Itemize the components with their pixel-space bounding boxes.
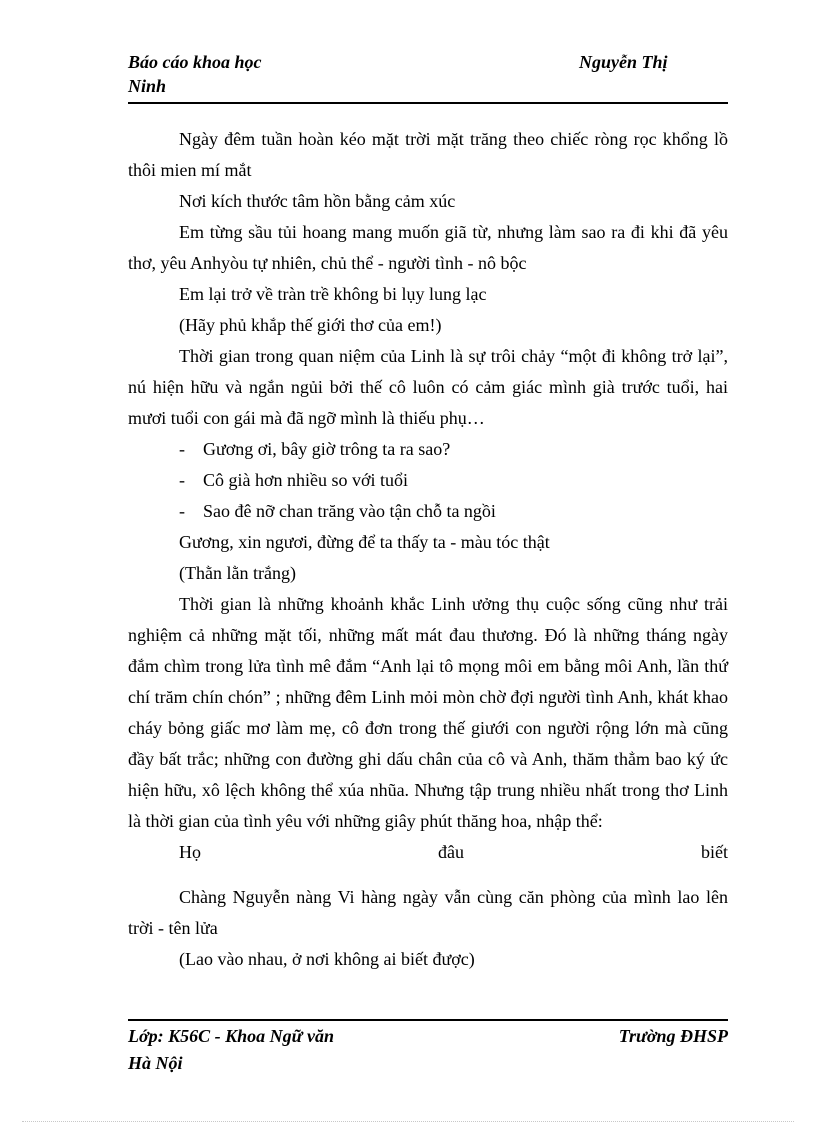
paragraph: Em lại trở về tràn trề không bi lụy lung lạc	[179, 284, 487, 304]
paragraph: Nơi kích thước tâm hồn bằng cảm xúc	[179, 191, 456, 211]
paragraph: (Hãy phủ khắp thế giới thơ của em!)	[179, 315, 442, 335]
header-author-surname: Ninh	[128, 76, 167, 96]
paragraph: (Thằn lằn trắng)	[179, 563, 296, 583]
paragraph: (Lao vào nhau, ở nơi không ai biết được)	[179, 949, 475, 969]
paragraph: Thời gian là những khoảnh khắc Linh ưởng thụ cuộc sống cũng như trải nghiệm cả những mặt tối, những mất mát đau thương. Đó là những tháng ngày đắm chìm trong lửa tình mê đắm “Anh lại tô mọng môi em bằng môi Anh, lần thứ chí trăm chín chón” ; những đêm Linh mỏi mòn chờ đợi người tình Anh, khát khao cháy bỏng giấc mơ làm mẹ, cô đơn trong thế giưới con người rộng lớn mà cũng đầy bất trắc; những con đường ghi dấu chân của cô và Anh, thăm thẳm bao ký ức hiện hữu, xô lệch không thể xúa nhũa. Nhưng tập trung nhiều nhất trong thơ Linh là thời gian của tình yêu với những giây phút thăng hoa, nhập thể:	[128, 594, 728, 831]
header-report-title: Báo cáo khoa học	[128, 52, 262, 72]
list-item: - Sao đê nỡ chan trăng vào tận chỗ ta ngồi	[179, 501, 496, 521]
document-body	[128, 124, 728, 975]
list-item-text: Cô già hơn nhiều so với tuổi	[203, 470, 409, 490]
word: biết	[701, 842, 728, 862]
paragraph: Em từng sầu tủi hoang mang muốn giã từ, nhưng làm sao ra đi khi đã yêu thơ, yêu Anhyòu tự nhiên, chủ thể - người tình - nô bộc	[128, 222, 728, 273]
list-item: - Cô già hơn nhiều so với tuổi	[179, 470, 409, 490]
list-item-text: Gương ơi, bây giờ trông ta ra sao?	[203, 439, 451, 459]
list-item-text: Sao đê nỡ chan trăng vào tận chỗ ta ngồi	[203, 501, 496, 521]
footer-university: Trường ĐHSP	[618, 1026, 728, 1046]
paragraph: Gương, xin ngươi, đừng để ta thấy ta - màu tóc thật	[179, 532, 550, 552]
page-edge-divider	[22, 1121, 794, 1122]
footer-city: Hà Nội	[128, 1053, 183, 1073]
spread-line	[128, 837, 728, 868]
header-author-name: Nguyễn Thị	[579, 52, 668, 72]
word: Họ	[179, 842, 201, 862]
paragraph: Ngày đêm tuần hoàn kéo mặt trời mặt trăng theo chiếc ròng rọc khổng lồ thôi mien mí mắt	[128, 129, 728, 180]
paragraph: Chàng Nguyễn nàng Vi hàng ngày vẫn cùng căn phòng của mình lao lên trời - tên lửa	[128, 887, 728, 938]
page-footer	[128, 1019, 728, 1073]
footer-class-info: Lớp: K56C - Khoa Ngữ văn	[128, 1026, 334, 1046]
list-item: - Gương ơi, bây giờ trông ta ra sao?	[179, 439, 451, 459]
page-header	[128, 50, 728, 104]
word: đâu	[438, 842, 464, 862]
paragraph: Thời gian trong quan niệm của Linh là sự trôi chảy “một đi không trở lại”, nú hiện hữu và ngắn ngủi bởi thế cô luôn có cảm giác mình già trước tuổi, hai mươi tuổi con gái mà đã ngỡ mình là thiếu phụ…	[128, 346, 728, 428]
